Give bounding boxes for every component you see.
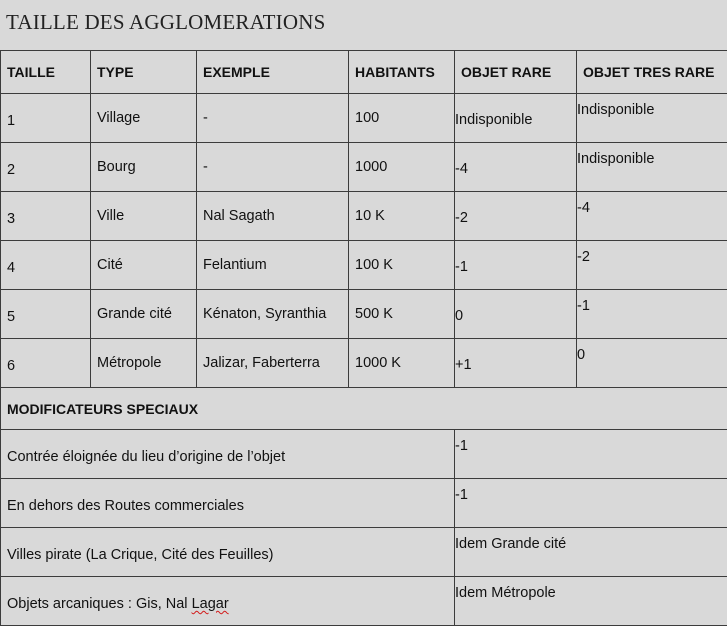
table-cell: 2 <box>1 143 91 192</box>
modifier-label: Villes pirate (La Crique, Cité des Feuilles) <box>1 528 455 577</box>
modifier-label <box>1 577 455 626</box>
table-row <box>1 94 727 143</box>
table-cell: - <box>197 94 349 143</box>
header-cell: TAILLE <box>1 51 91 94</box>
table-cell: Cité <box>91 241 197 290</box>
table-cell: Jalizar, Faberterra <box>197 339 349 388</box>
header-cell: TYPE <box>91 51 197 94</box>
table-cell: 4 <box>1 241 91 290</box>
modifier-value: Idem Grande cité <box>455 528 727 577</box>
modifier-row <box>1 479 727 528</box>
table-cell: 100 K <box>349 241 455 290</box>
table-cell: Nal Sagath <box>197 192 349 241</box>
table-cell: 500 K <box>349 290 455 339</box>
modifier-row <box>1 577 727 626</box>
modifier-row <box>1 430 727 479</box>
table-cell: Bourg <box>91 143 197 192</box>
table-cell: 0 <box>577 339 727 388</box>
header-cell: OBJET RARE <box>455 51 577 94</box>
modifier-row <box>1 528 727 577</box>
table-cell: 3 <box>1 192 91 241</box>
table-cell: -2 <box>577 241 727 290</box>
table-cell: Indisponible <box>577 94 727 143</box>
table-cell: 0 <box>455 290 577 339</box>
spellcheck-flagged-word: Lagar <box>192 596 229 612</box>
table-cell: -2 <box>455 192 577 241</box>
table-row <box>1 339 727 388</box>
table-cell: Indisponible <box>455 94 577 143</box>
table-row <box>1 143 727 192</box>
table-cell: Grande cité <box>91 290 197 339</box>
header-row <box>1 51 727 94</box>
table-cell: -4 <box>577 192 727 241</box>
modifier-label-text: Objets arcaniques : Gis, Nal <box>7 596 192 612</box>
table-cell: - <box>197 143 349 192</box>
table-cell: Indisponible <box>577 143 727 192</box>
table-cell: +1 <box>455 339 577 388</box>
table-row <box>1 241 727 290</box>
table-cell: -1 <box>455 241 577 290</box>
table-cell: -4 <box>455 143 577 192</box>
table-cell: 5 <box>1 290 91 339</box>
document-title: TAILLE DES AGGLOMERATIONS <box>6 10 325 35</box>
table-cell: 10 K <box>349 192 455 241</box>
table-cell: Métropole <box>91 339 197 388</box>
modifier-label: Contrée éloignée du lieu d’origine de l’objet <box>1 430 455 479</box>
table-cell: Kénaton, Syranthia <box>197 290 349 339</box>
modifier-value: -1 <box>455 430 727 479</box>
table-row <box>1 192 727 241</box>
modifier-value: -1 <box>455 479 727 528</box>
table-row <box>1 290 727 339</box>
modifier-label: En dehors des Routes commerciales <box>1 479 455 528</box>
header-cell: EXEMPLE <box>197 51 349 94</box>
header-cell: HABITANTS <box>349 51 455 94</box>
table-cell: -1 <box>577 290 727 339</box>
section-title: MODIFICATEURS SPECIAUX <box>1 388 727 430</box>
table-cell: 1000 <box>349 143 455 192</box>
agglomeration-table <box>0 50 727 626</box>
table-cell: Felantium <box>197 241 349 290</box>
table-cell: 1 <box>1 94 91 143</box>
table-cell: 6 <box>1 339 91 388</box>
header-cell: OBJET TRES RARE <box>577 51 727 94</box>
section-header-row <box>1 388 727 430</box>
table-cell: 1000 K <box>349 339 455 388</box>
table-cell: Ville <box>91 192 197 241</box>
modifier-value: Idem Métropole <box>455 577 727 626</box>
table-cell: Village <box>91 94 197 143</box>
table-cell: 100 <box>349 94 455 143</box>
